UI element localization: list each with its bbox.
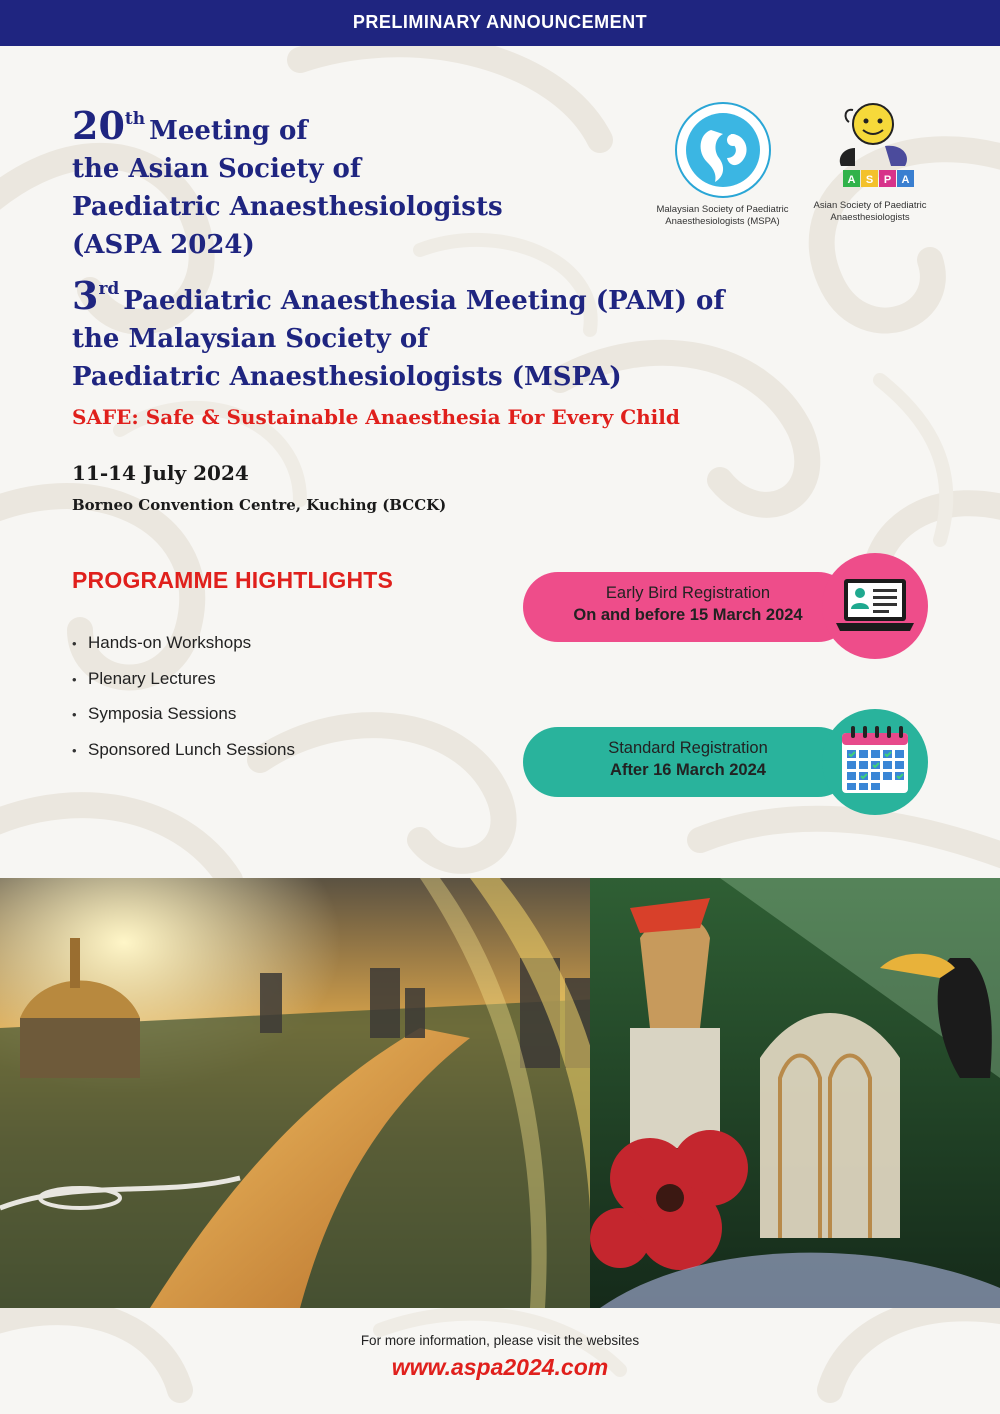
- highlight-item: • Symposia Sessions: [72, 696, 295, 732]
- event-venue: Borneo Convention Centre, Kuching (BCCK): [72, 496, 447, 514]
- aspa-edition-number: 20: [72, 103, 125, 148]
- aspa-title-line-3: Paediatric Anaesthesiologists: [72, 192, 503, 222]
- mspa-logo: [640, 100, 805, 228]
- aspa-title-line-1: [72, 100, 712, 150]
- aspa-logo: [800, 96, 940, 224]
- standard-icon-circle: [822, 709, 928, 815]
- pam-title-line-1: [72, 270, 725, 320]
- standard-registration-pill: [523, 727, 853, 797]
- early-bird-label: Early Bird Registration: [605, 584, 771, 602]
- early-bird-date: On and before 15 March 2024: [573, 606, 803, 624]
- aspa-edition-suffix: th: [124, 109, 146, 129]
- preliminary-announcement-banner: PRELIMINARY ANNOUNCEMENT: [0, 0, 1000, 46]
- mspa-caption-2: Anaesthesiologists (MSPA): [665, 216, 780, 227]
- aspa-mascot-icon: [815, 96, 925, 196]
- early-bird-registration-pill: [523, 572, 853, 642]
- standard-date: After 16 March 2024: [610, 761, 766, 779]
- standard-label: Standard Registration: [608, 739, 768, 757]
- highlight-item: • Sponsored Lunch Sessions: [72, 732, 295, 768]
- aspa-title-line-4: (ASPA 2024): [72, 230, 255, 260]
- aspa-caption-2: Anaesthesiologists: [830, 212, 910, 223]
- aspa-block-a2: A: [901, 174, 910, 186]
- pam-title-line-2: the Malaysian Society of: [72, 324, 429, 354]
- aspa-title-line-2: the Asian Society of: [72, 154, 362, 184]
- kuching-photo-collage: [0, 878, 1000, 1308]
- mspa-emblem-icon: [673, 100, 773, 200]
- aspa-caption-1: Asian Society of Paediatric: [813, 200, 927, 211]
- laptop-profile-icon: [822, 553, 928, 659]
- aspa-title-text: Meeting of: [149, 116, 308, 146]
- pam-edition-suffix: rd: [98, 279, 120, 299]
- aspa-block-s: S: [865, 174, 874, 186]
- programme-highlights-title: PROGRAMME HIGHTLIGHTS: [72, 567, 394, 593]
- mspa-caption-1: Malaysian Society of Paediatric: [656, 204, 789, 215]
- calendar-icon: [822, 709, 928, 815]
- aspa-block-p: P: [883, 174, 892, 186]
- highlight-item: • Hands-on Workshops: [72, 625, 295, 661]
- website-link[interactable]: www.aspa2024.com: [391, 1354, 609, 1380]
- meeting-titles: [72, 100, 725, 396]
- conference-theme: SAFE: Safe & Sustainable Anaesthesia For Every Child: [72, 405, 680, 429]
- pam-title-line-3: Paediatric Anaesthesiologists (MSPA): [72, 362, 622, 392]
- footer-info: For more information, please visit the websites: [360, 1333, 640, 1348]
- pam-title-text: Paediatric Anaesthesia Meeting (PAM) of: [123, 286, 725, 316]
- pam-edition-number: 3: [72, 273, 99, 318]
- aspa-block-a1: A: [847, 174, 856, 186]
- early-bird-icon-circle: [822, 553, 928, 659]
- highlight-item: • Plenary Lectures: [72, 661, 295, 697]
- programme-highlights-list: [72, 625, 295, 767]
- event-date: 11-14 July 2024: [72, 461, 249, 485]
